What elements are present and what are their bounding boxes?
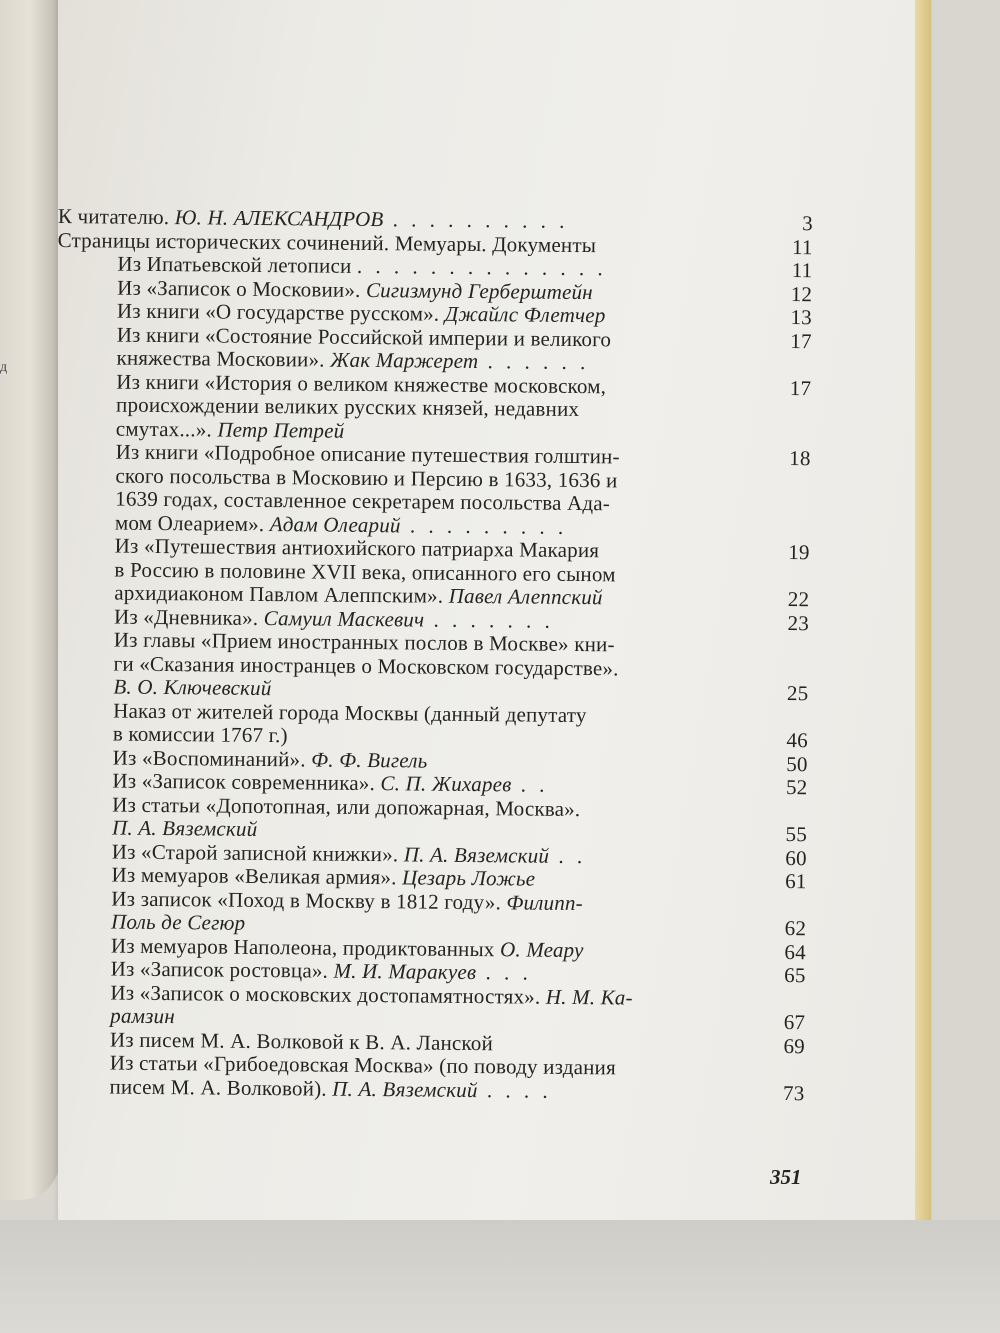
toc-entry-title: Из «Путешествия антиохийского патриарха Макария — [114, 533, 600, 563]
toc-entry-author: О. Меару — [499, 936, 584, 962]
page-edge — [915, 0, 931, 1270]
toc-entry-author: Самуил Маскевич — [263, 605, 425, 632]
toc-entry-title: Из «Дневника». — [113, 604, 259, 630]
toc-entry-title: Из мемуаров «Великая армия». — [111, 862, 397, 890]
toc-entry-title: Из Ипатьевской летописи — [117, 251, 352, 278]
toc-entry-page-number: 17 — [790, 328, 812, 353]
toc-entry-page-number: 65 — [784, 963, 806, 988]
toc-entry-page-number: 50 — [786, 751, 808, 776]
toc-entry-author: Джайлс Флетчер — [444, 301, 606, 328]
toc-entry-leader-dots: . . . . . . . . . . . . . . — [356, 253, 607, 281]
toc-entry-page-number: 52 — [785, 775, 808, 800]
toc-entry-leader-dots: . . — [549, 843, 587, 868]
toc-entry-leader-dots: . . . . . . . . . . — [383, 207, 569, 233]
toc-entry-title: смутах...». — [115, 416, 213, 441]
toc-entry-title: Из «Воспоминаний». — [112, 745, 306, 771]
toc-entry-title: 1639 годах, составленное секретарем посольства Ада- — [115, 486, 611, 516]
toc-entry-title: писем М. А. Волковой). — [109, 1074, 327, 1101]
toc-entry-page-number: 17 — [789, 375, 812, 400]
toc-entry-title: происхождении великих русских князей, недавних — [115, 392, 580, 422]
toc-entry-leader-dots: . . . . . . . — [424, 607, 554, 633]
toc-entry-title: Из книги «О государстве русском». — [116, 298, 440, 326]
toc-entry-title: в Россию в половине XVII века, описанного его сыном — [114, 557, 616, 586]
toc-entry-title: К читателю. — [57, 204, 170, 230]
table-surface — [0, 1220, 1000, 1333]
toc-entry-author: Поль де Сегюр — [111, 909, 246, 935]
toc-entry-author: С. П. Жихарев — [380, 771, 512, 797]
toc-entry-title: мом Олеарием». — [114, 510, 265, 536]
toc-entry-title: Из книги «Состояние Российской империи и великого — [116, 322, 612, 351]
toc-entry-author: Адам Олеарий — [269, 511, 401, 537]
toc-entry-leader-dots: . . . — [476, 960, 532, 985]
toc-entry-page-number: 11 — [791, 258, 813, 283]
toc-entry-author: М. И. Маракуев — [333, 958, 477, 985]
left-edge-text: д — [0, 360, 8, 375]
toc-entry-page-number: 64 — [784, 939, 806, 964]
toc-entry-author: П. А. Вяземский — [111, 815, 258, 841]
toc-entry-page-number: 19 — [788, 540, 810, 565]
toc-entry-leader-dots: . . . . . . . . . — [400, 512, 568, 539]
toc-entry-page-number: 13 — [790, 305, 813, 330]
toc-entry-author: П. А. Вяземский — [332, 1076, 478, 1102]
toc-entry-page-number: 12 — [790, 281, 813, 306]
toc-entry-author: Ф. Ф. Вигель — [311, 746, 428, 773]
toc-entry-title: Из мемуаров Наполеона, продиктованных — [110, 933, 495, 961]
page-number: 351 — [770, 1165, 802, 1189]
toc-entry-author: Жак Маржерет — [330, 347, 479, 374]
toc-entry-page-number: 11 — [791, 234, 813, 259]
toc-entry-title: ского посольства в Московию и Персию в 1633, 1636 и — [115, 463, 618, 492]
toc-entry-title: Из книги «История о великом княжестве московском, — [116, 369, 607, 398]
toc-entry-title: в комиссии 1767 г.) — [112, 721, 288, 748]
toc-entry-author: Филипп- — [506, 889, 583, 915]
toc-entry-page-number: 62 — [784, 916, 807, 941]
toc-entry-title: княжества Московии». — [116, 345, 325, 372]
toc-entry-author: П. А. Вяземский — [403, 841, 550, 868]
toc-entry-leader-dots: . . . . . . — [478, 349, 590, 375]
toc-entry-author: рамзин — [110, 1003, 176, 1029]
toc-entry-title: Из записок «Поход в Москву в 1812 году». — [111, 886, 502, 914]
toc-entry-title: Из «Записок о Московии». — [117, 275, 361, 302]
toc-entry-author: Ю. Н. АЛЕКСАНДРОВ — [174, 205, 384, 232]
toc-entry-title: ги «Сказания иностранцев о Московском государстве». — [113, 651, 619, 680]
toc-entry-page-number: 22 — [787, 587, 810, 612]
toc-entry-title: Наказ от жителей города Москвы (данный депутату — [113, 698, 587, 727]
toc-entry-leader-dots: . . . . — [477, 1077, 552, 1103]
toc-entry-author: В. О. Ключевский — [113, 674, 272, 701]
toc-entry-page-number: 18 — [789, 446, 811, 471]
toc-entry-author: Н. М. Ка- — [545, 984, 633, 1010]
toc-entry-page-number: 60 — [785, 845, 807, 870]
toc-entry-title: архидиаконом Павлом Алеппским». — [114, 580, 444, 608]
toc-entry-title: Из главы «Прием иностранных послов в Москве» кни- — [113, 627, 615, 657]
toc-entry-author: Петр Петрей — [217, 417, 345, 443]
toc-entry-title: Из статьи «Допотопная, или допожарная, Москва». — [112, 792, 581, 821]
toc-entry-title: Из статьи «Грибоедовская Москва» (по поводу издания — [109, 1050, 617, 1080]
toc-entry-page-number: 61 — [785, 869, 807, 894]
toc-entry-title: Из книги «Подробное описание путешествия голштин- — [115, 439, 620, 469]
toc-entry-page-number: 25 — [786, 681, 809, 706]
toc-entry-page-number: 67 — [783, 1010, 806, 1035]
toc-entry-author: Павел Алеппский — [448, 583, 603, 610]
toc-entry-page-number: 46 — [786, 728, 809, 753]
toc-entry-title: Из «Старой записной книжки». — [111, 839, 399, 866]
toc-entry-page-number: 73 — [782, 1080, 805, 1105]
toc-entry-author: Цезарь Ложье — [401, 865, 536, 891]
toc-entry-author: Сигизмунд Герберштейн — [365, 277, 593, 304]
toc-entry-leader-dots: . . — [511, 772, 549, 797]
table-of-contents — [49, 205, 813, 1105]
toc-entry-page-number: 55 — [785, 822, 808, 847]
toc-entry-page-number: 23 — [787, 610, 810, 635]
toc-entry-page-number: 3 — [802, 211, 813, 236]
toc-entry-title: Из «Записок о московских достопамятностях». — [110, 980, 541, 1009]
toc-entry-title: Из «Записок ростовца». — [110, 956, 329, 983]
toc-entry-title: Из писем М. А. Волковой к В. А. Ланской — [109, 1027, 494, 1055]
toc-entry-title: Страницы исторических сочинений. Мемуары. Документы — [57, 227, 597, 257]
toc-entry-page-number: 69 — [783, 1033, 806, 1058]
toc-entry-title: Из «Записок современника». — [112, 768, 376, 796]
